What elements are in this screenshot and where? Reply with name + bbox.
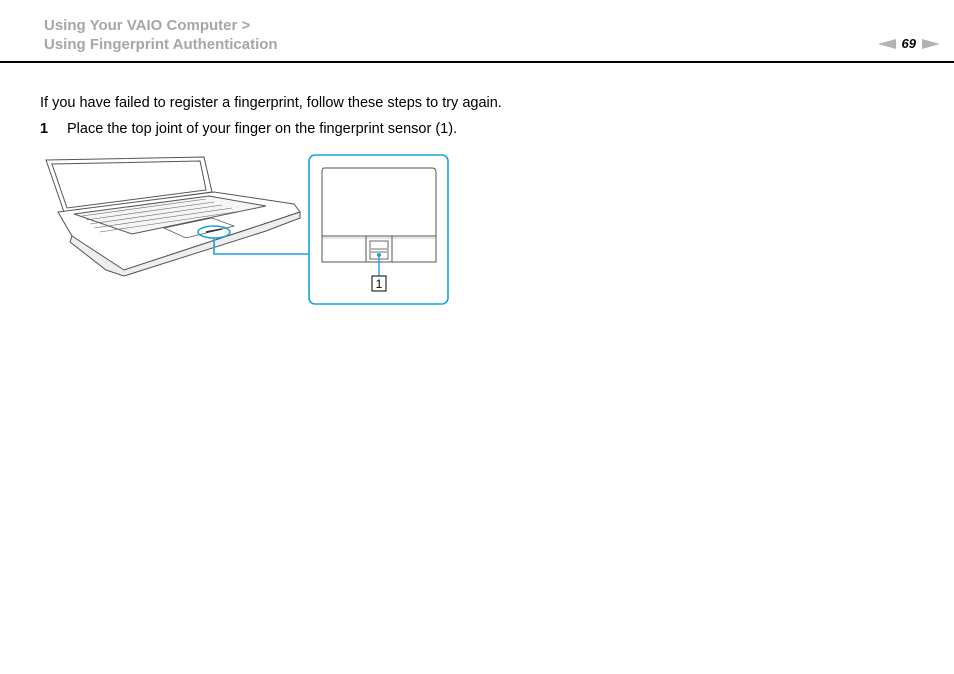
page-number: 69 [901,36,916,51]
fingerprint-sensor-illustration [44,152,454,308]
intro-text: If you have failed to register a fingerprint, follow these steps to try again. [40,95,502,111]
step-text: Place the top joint of your finger on the fingerprint sensor (1). [67,121,458,137]
breadcrumb-page[interactable]: Using Fingerprint Authentication [44,36,278,53]
step-number: 1 [40,121,49,137]
breadcrumb [44,16,278,54]
header-divider [0,61,954,63]
page-navigation [878,36,940,51]
step-item [40,121,457,137]
arrow-left-icon[interactable] [878,39,896,49]
arrow-right-icon[interactable] [922,39,940,49]
laptop-illustration-icon [44,152,454,308]
breadcrumb-section[interactable]: Using Your VAIO Computer > [44,17,251,34]
callout-label: 1 [375,277,383,291]
